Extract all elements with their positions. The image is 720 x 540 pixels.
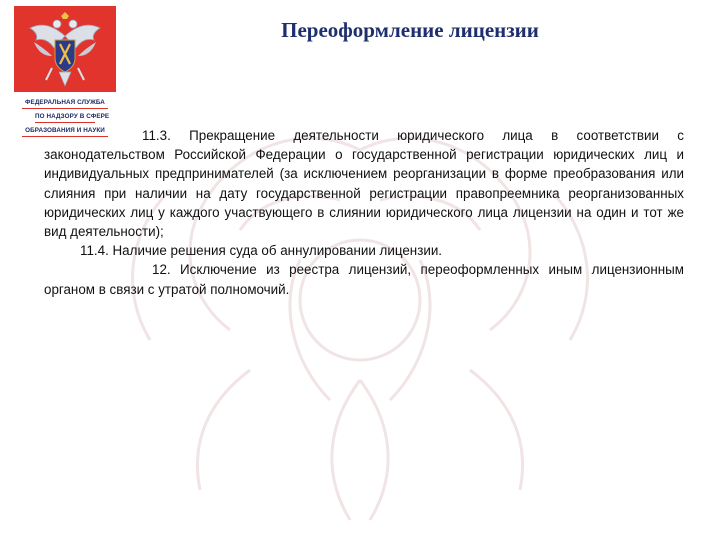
agency-logo xyxy=(14,6,116,92)
agency-line-2: ПО НАДЗОРУ В СФЕРЕ xyxy=(35,112,95,123)
agency-line-3: ОБРАЗОВАНИЯ И НАУКИ xyxy=(22,126,108,137)
slide-body xyxy=(44,126,684,299)
agency-line-1: ФЕДЕРАЛЬНАЯ СЛУЖБА xyxy=(22,98,108,109)
paragraph-11-3: 11.3. Прекращение деятельности юридического лица в соответствии с законодательством Российской Федерации о государственной регистрации юридических лиц и индивидуальных предпринимателей (за исключением реорганизации в форме преобразования или слияния при наличии на дату государственной регистрации правопреемника реорганизованных юридических лиц у каждого участвующего в слиянии юридического лица лицензии на один и тот же вид деятельности); xyxy=(44,128,684,240)
paragraph-11-4: 11.4. Наличие решения суда об аннулировании лицензии. xyxy=(80,243,443,259)
slide-title: Переоформление лицензии xyxy=(281,18,539,42)
double-headed-eagle-icon xyxy=(14,6,116,92)
paragraph-12: 12. Исключение из реестра лицензий, переоформленных иным лицензионным органом в связи с утратой полномочий. xyxy=(44,262,684,297)
